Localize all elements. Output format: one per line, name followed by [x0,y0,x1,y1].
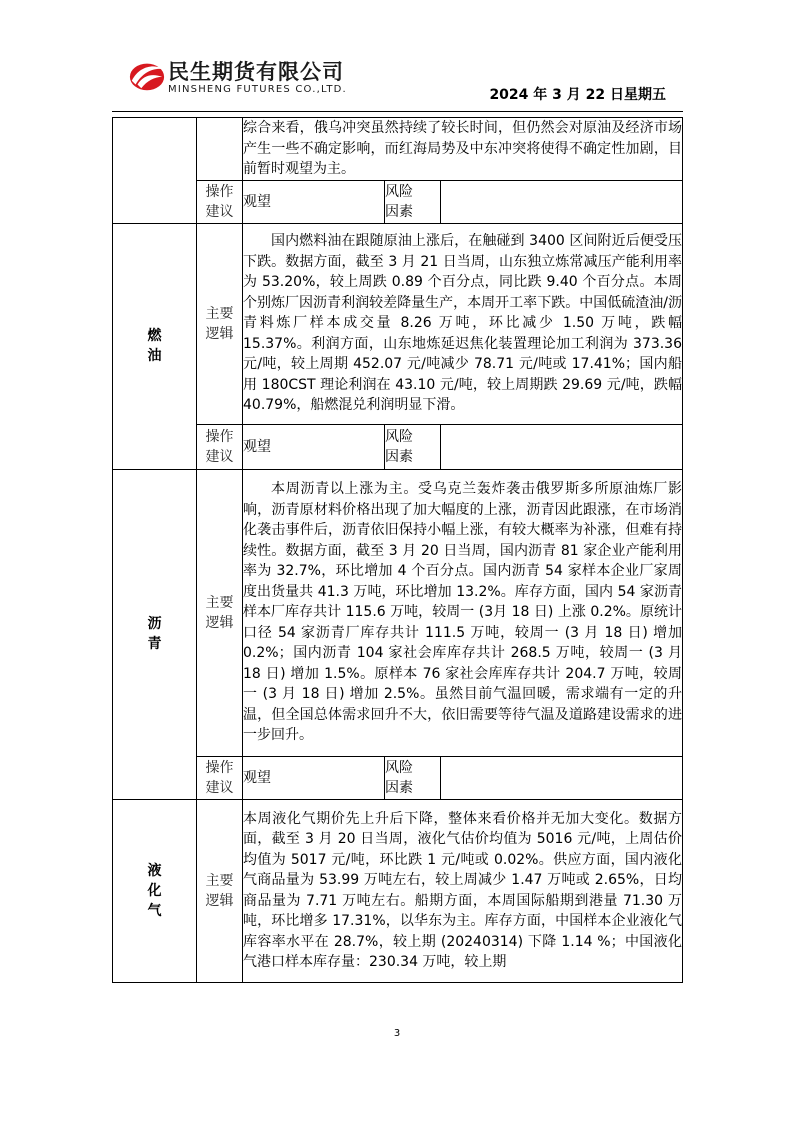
page-number: 3 [393,1028,401,1039]
crude-risk-value [441,180,683,223]
asphalt-product-name: 沥 青 [113,469,197,799]
fuel-logic-text: 国内燃料油在跟随原油上涨后，在触碰到 3400 区间附近后便受压下跌。数据方面，截至 3 月 21 日当周，山东独立炼常减压产能利用率为 53.20%，较上周跌 0.89 个百分点，同比跌 9.40 个百分点。本周个别炼厂因沥青利润较差降量生产，本周开工率下跌。中国低硫渣油/沥青料炼厂样本成交量 8.26 万吨，环比减少 1.50 万吨，跌幅 15.37%。利润方面，山东地炼延迟焦化装置理论加工利润为 373.36 元/吨，较上周期 452.07 元/吨减少 78.71 元/吨或 17.41%；国内船用 180CST 理论利润在 43.10 元/吨，较上周期跌 29.69 元/吨，跌幅 40.79%，船燃混兑利润明显下滑。 [243,223,683,424]
asphalt-logic-row [113,469,683,756]
page-header [0,0,794,110]
lpg-logic-label: 主要 逻辑 [197,799,243,982]
asphalt-op-value: 观望 [243,756,385,799]
crude-risk-label: 风险 因素 [385,180,441,223]
minsheng-logo-icon [128,56,166,94]
commodity-table [112,117,683,983]
fuel-op-value: 观望 [243,424,385,469]
fuel-op-row [113,424,683,469]
asphalt-logic-label: 主要 逻辑 [197,469,243,756]
asphalt-risk-value [441,756,683,799]
asphalt-op-label: 操作 建议 [197,756,243,799]
lpg-logic-text: 本周液化气期价先上升后下降，整体来看价格并无加大变化。数据方面，截至 3 月 20 日当周，液化气估价均值为 5016 元/吨，上周估价均值为 5017 元/吨，环比跌 1 元/吨或 0.02%。供应方面，国内液化气商品量为 53.99 万吨左右，较上周减少 1.47 万吨或 2.65%，日均商品量为 7.71 万吨左右。船期方面，本周国际船期到港量 71.30 万吨，环比增多 17.31%，以华东为主。库存方面，中国样本企业液化气库容率水平在 28.7%，较上期 (20240314) 下降 1.14 %；中国液化气港口样本库存量：230.34 万吨，较上期 [243,799,683,982]
fuel-risk-label: 风险 因素 [385,424,441,469]
crude-logic-label [197,118,243,181]
logo-chinese-name: 民生期货有限公司 [168,60,344,84]
logo-english-name: MINSHENG FUTURES CO.,LTD. [168,84,347,95]
asphalt-logic-text: 本周沥青以上涨为主。受乌克兰轰炸袭击俄罗斯多所原油炼厂影响，沥青原材料价格出现了加大幅度的上涨，沥青因此跟涨，在市场消化袭击事件后，沥青依旧保持小幅上涨，有较大概率为补涨，但难有持续性。数据方面，截至 3 月 20 日当周，国内沥青 81 家企业产能利用率为 32.7%，环比增加 4 个百分点。国内沥青 54 家样本企业厂家周度出货量共 41.3 万吨，环比增加 13.2%。库存方面，国内 54 家沥青样本厂库存共计 115.6 万吨，较周一 (3月 18 日) 上涨 0.2%。原统计口径 54 家沥青厂库存共计 111.5 万吨，较周一 (3 月 18 日) 增加 0.2%；国内沥青 104 家社会库库存共计 268.5 万吨，较周一 (3 月 18 日) 增加 1.5%。原样本 76 家社会库库存共计 204.7 万吨，较周一 (3 月 18 日) 增加 2.5%。虽然目前气温回暖，需求端有一定的升温，但全国总体需求回升不大，依旧需要等待气温及道路建设需求的进一步回升。 [243,469,683,756]
crude-product-cell [113,118,197,224]
crude-op-row [113,180,683,223]
header-rule [112,111,683,112]
lpg-logic-row [113,799,683,982]
fuel-logic-label: 主要 逻辑 [197,223,243,424]
asphalt-risk-label: 风险 因素 [385,756,441,799]
fuel-risk-value [441,424,683,469]
company-logo [128,56,378,100]
report-date: 2024 年 3 月 22 日星期五 [489,87,666,103]
lpg-product-name: 液 化 气 [113,799,197,982]
fuel-logic-row [113,223,683,424]
crude-logic-row [113,118,683,181]
fuel-op-label: 操作 建议 [197,424,243,469]
crude-logic-text: 综合来看，俄乌冲突虽然持续了较长时间，但仍然会对原油及经济市场产生一些不确定影响，而红海局势及中东冲突将使得不确定性加剧，目前暂时观望为主。 [243,118,683,181]
fuel-product-name: 燃 油 [113,223,197,469]
asphalt-op-row [113,756,683,799]
crude-op-label: 操作 建议 [197,180,243,223]
crude-op-value: 观望 [243,180,385,223]
